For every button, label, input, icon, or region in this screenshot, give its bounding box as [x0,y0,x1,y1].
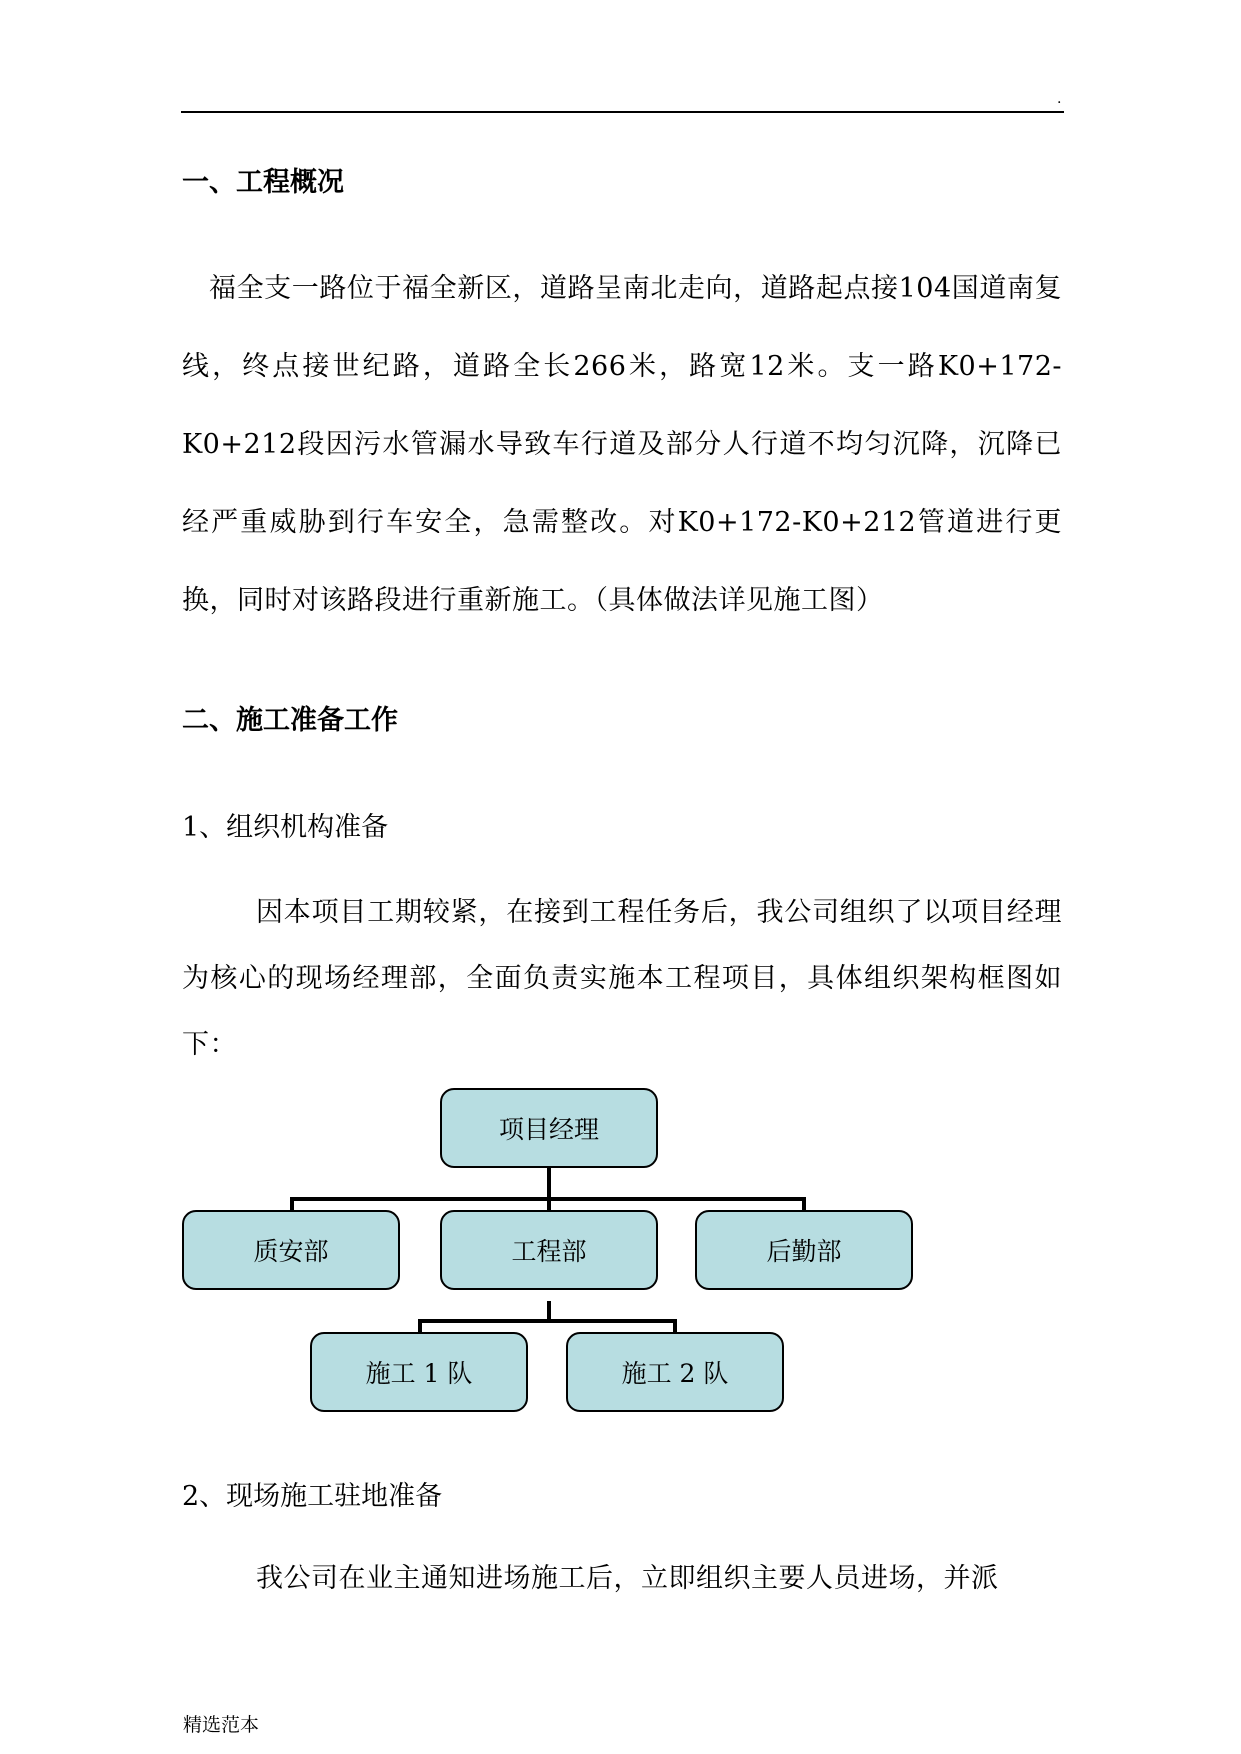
header-mark: . [1057,91,1062,107]
org-node-quality-safety: 质安部 [182,1210,400,1290]
connector-root-vertical [547,1168,551,1200]
org-chart [182,1088,922,1428]
org-node-engineering: 工程部 [440,1210,658,1290]
item-1-heading: 1、组织机构准备 [182,812,389,843]
org-node-project-manager: 项目经理 [440,1088,658,1168]
item-2-heading: 2、现场施工驻地准备 [182,1481,443,1512]
header-rule [181,111,1064,113]
section-2-heading: 二、施工准备工作 [182,705,398,736]
org-node-team-2: 施工 2 队 [566,1332,784,1412]
item-2-paragraph: 我公司在业主通知进场施工后，立即组织主要人员进场，并派 [256,1563,999,1594]
connector-level3-horizontal [418,1319,677,1323]
footer-text: 精选范本 [183,1714,260,1736]
org-node-team-1: 施工 1 队 [310,1332,528,1412]
section-1-heading: 一、工程概况 [182,167,344,198]
item-1-paragraph: 因本项目工期较紧，在接到工程任务后，我公司组织了以项目经理为核心的现场经理部，全面负责实施本工程项目，具体组织架构框图如下： [182,897,1062,1060]
section-1-paragraph: 福全支一路位于福全新区，道路呈南北走向，道路起点接104国道南复线，终点接世纪路，道路全长266米，路宽12米。支一路K0+172-K0+212段因污水管漏水导致车行道及部分人行道不均匀沉降，沉降已经严重威胁到行车安全，急需整改。对K0+172-K0+212管道进行更换，同时对该路段进行重新施工。（具体做法详见施工图） [182,273,1062,616]
org-node-logistics: 后勤部 [695,1210,913,1290]
